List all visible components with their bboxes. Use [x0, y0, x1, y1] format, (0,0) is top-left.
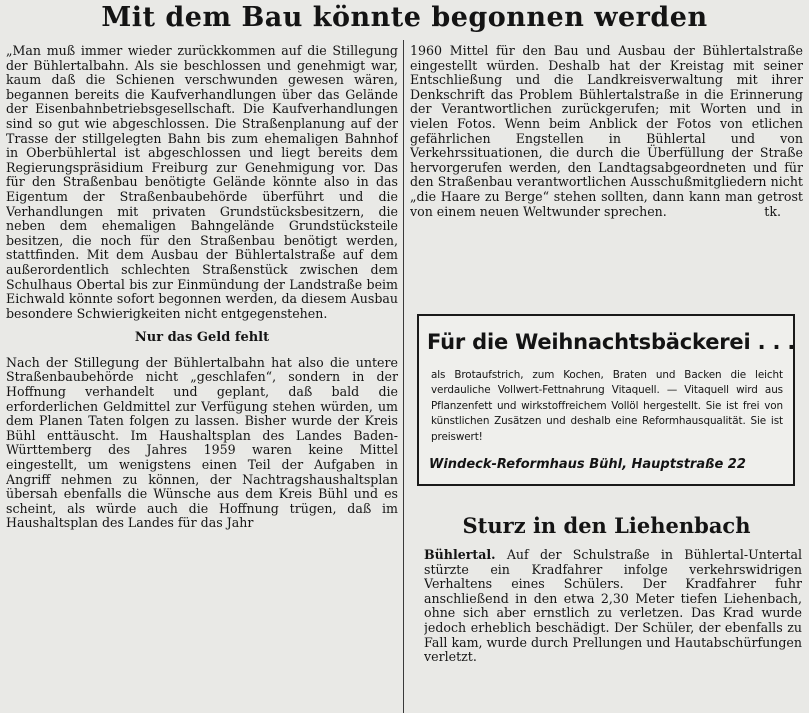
- article1-paragraph-3-text: 1960 Mittel für den Bau und Ausbau der Bühlertalstraße eingestellt würden. Deshalb hat der Kreistag mit seiner Entschließung und die Landkreisverwaltung mit ihrer Denkschrift das Problem Bühlertalstraße in die Erinnerung der Verantwortlichen zurückgerufen; mit Worten und in vielen Fotos. Wenn beim Anblick der Fotos von etlichen gefährlichen Engstellen in Bühlertal und von Verkehrssituationen, die durch die Überfüllung der Straße hervorgerufen werden, den Landtagsabgeordneten und für den Straßenbau verantwortlichen Ausschußmitgliedern nicht „die Haare zu Berge“ stehen sollten, dann kann man getrost von einem neuen Weltwunder sprechen.: [410, 44, 803, 219]
- article1-paragraph-3: [410, 44, 803, 219]
- article2-body: Auf der Schulstraße in Bühlertal-Untertal stürzte ein Kradfahrer infolge verkehrswidrigen Verhaltens eines Schülers. Der Kradfahrer fuhr anschließend in den etwa 2,30 Meter tiefen Liehenbach, ohne sich aber ernstlich zu verletzen. Das Krad wurde jedoch erheblich beschädigt. Der Schüler, der ebenfalls zu Fall kam, wurde durch Prellungen und Hautabschürfungen verletzt.: [424, 548, 802, 665]
- article1-left-column: [6, 44, 398, 713]
- article1-right-column: [410, 44, 803, 294]
- article2-body-column: [424, 548, 802, 713]
- ad-title: Für die Weihnachtsbäckerei . . .: [427, 330, 796, 354]
- article2-headline: Sturz in den Liehenbach: [462, 513, 751, 538]
- ad-signature: Windeck-Reformhaus Bühl, Hauptstraße 22: [429, 457, 746, 473]
- article1-author-signature: tk.: [764, 203, 781, 219]
- article2-paragraph: [424, 548, 802, 665]
- ad-body: als Brotaufstrich, zum Kochen, Braten und Backen die leicht verdauliche Vollwert-Fettnahrung Vitaquell. — Vitaquell wird aus Pflanzenfett und wirkstoffreichem Vollöl hergestellt. Sie ist frei von künstlichen Zusätzen und deshalb eine Reformhausqualität. Sie ist preiswert!: [431, 369, 783, 443]
- article1-paragraph-2: Nach der Stillegung der Bühlertalbahn hat also die untere Straßenbaubehörde nicht „geschlafen“, sondern in der Hoffnung verhandelt und geplant, daß bald die erforderlichen Geldmittel zur Verfügung stehen würden, um dem Planen Taten folgen zu lassen. Bisher wurde der Kreis Bühl enttäuscht. Im Haushaltsplan des Landes Baden-Württemberg des Jahres 1959 waren keine Mittel eingestellt, um wenigstens einen Teil der Aufgaben in Angriff nehmen zu können, der Nachtragshaushaltsplan übersah ebenfalls die Wünsche aus dem Kreis Bühl und es scheint, als würde auch die Hoffnung trügen, daß im Haushaltsplan des Landes für das Jahr: [6, 354, 398, 531]
- article1-subheading: Nur das Geld fehlt: [134, 330, 270, 346]
- advertisement-box: [417, 314, 795, 486]
- article1-paragraph-1: „Man muß immer wieder zurückkommen auf die Stillegung der Bühlertalbahn. Als sie beschlossen und genehmigt war, kaum daß die Schienen verschwunden gewesen wären, begannen bereits die Kaufverhandlungen über das Gelände der Eisenbahnbetriebsgesellschaft. Die Kaufverhandlungen sind so gut wie abgeschlossen. Die Straßenplanung auf der Trasse der stillgelegten Bahn bis zum ehemaligen Bahnhof in Oberbühlertal ist abgeschlossen und liegt bereits dem Regierungspräsidium Freiburg zur Genehmigung vor. Das für den Straßenbau benötigte Gelände könnte also in das Eigentum der Straßenbaubehörde überführt und die Verhandlungen mit privaten Grundstücksbesitzern, die neben dem ehemaligen Bahngelände Grundstücksteile besitzen, die noch für den Straßenbau benötigt werden, stattfinden. Mit dem Ausbau der Bühlertalstraße auf dem außerordentlich schlechten Straßenstück zwischen dem Schulhaus Obertal bis zur Einmündung der Landstraße beim Eichwald könnte sofort begonnen werden, da diesem Ausbau besondere Schwierigkeiten nicht entgegenstehen.: [6, 44, 398, 321]
- column-divider: [403, 40, 404, 713]
- article2-dateline: Bühlertal.: [424, 548, 496, 562]
- headline: Mit dem Bau könnte begonnen werden: [101, 2, 708, 33]
